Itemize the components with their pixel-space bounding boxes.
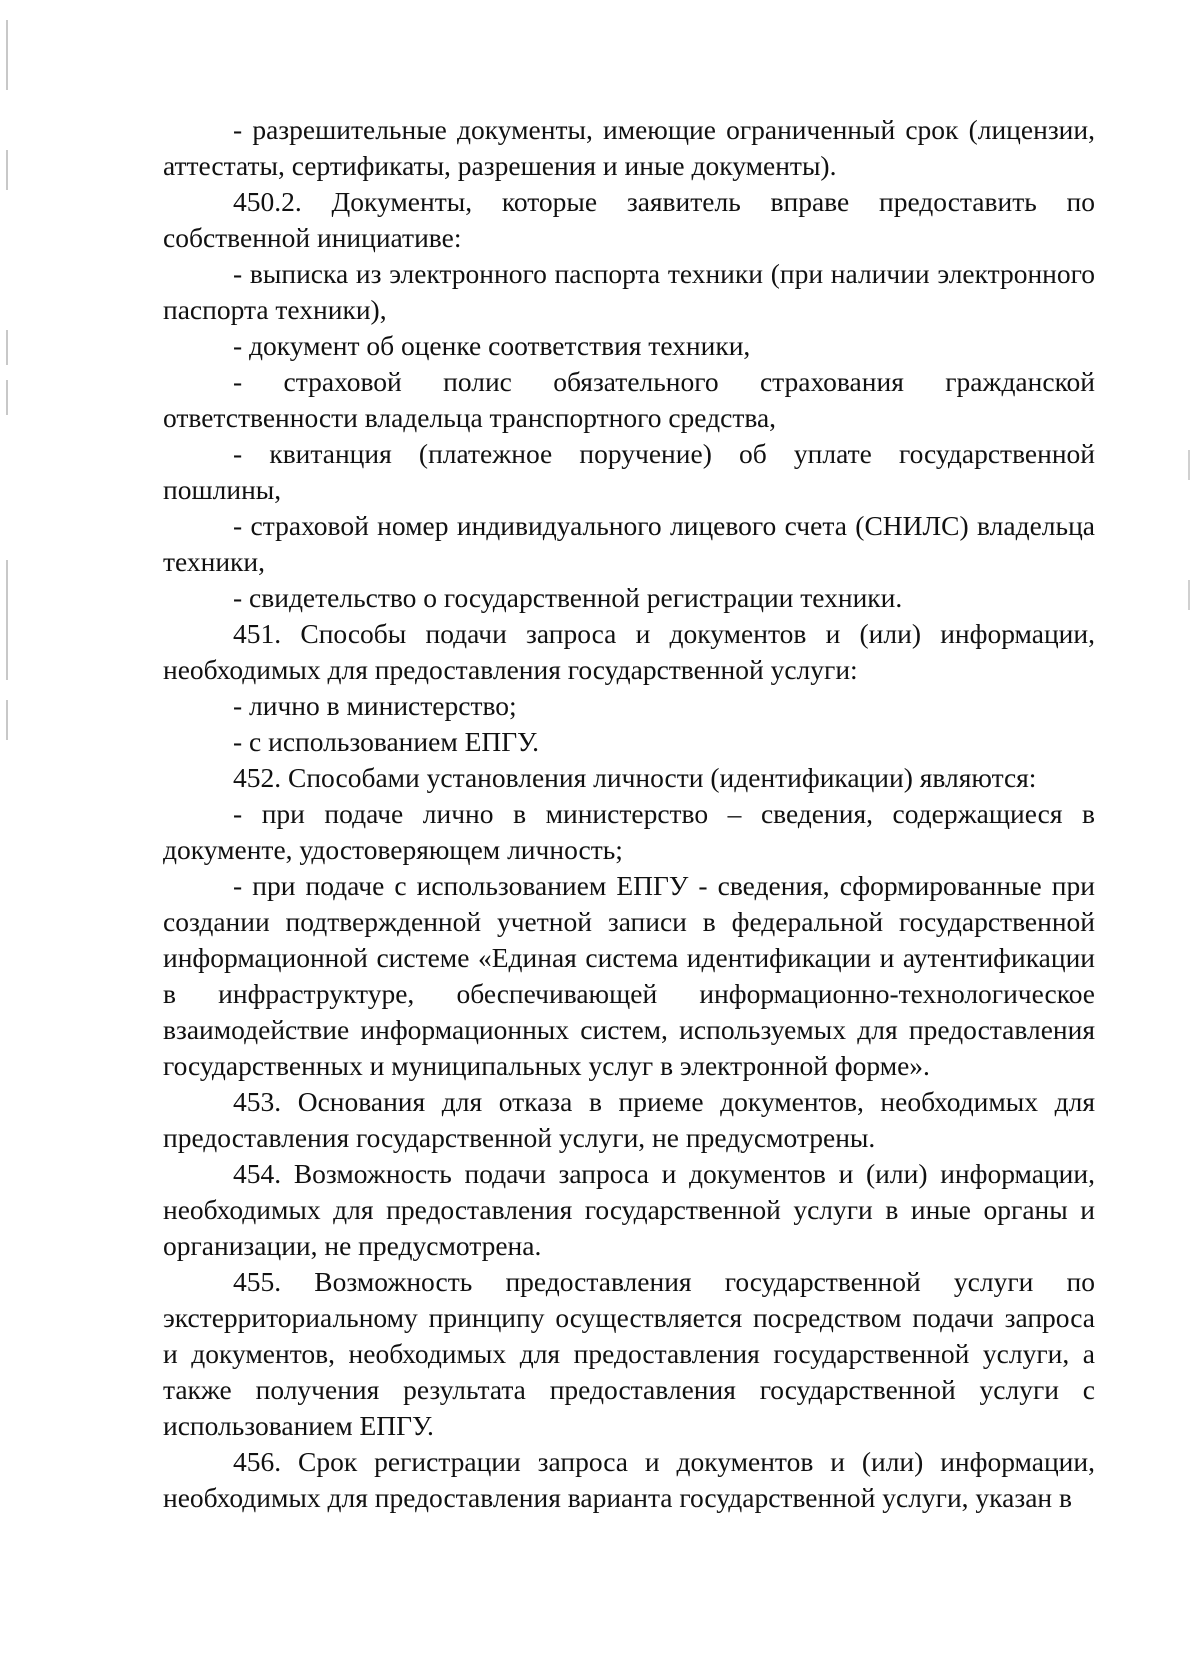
paragraph-454: 454. Возможность подачи запроса и документов и (или) информации, необходимых для предоставления государственной услуги в иные органы и организации, не предусмотрена.	[163, 1158, 1095, 1261]
list-item-identity-in-person: - при подаче лично в министерство – сведения, содержащиеся в документе, удостоверяющем личность;	[163, 798, 1095, 865]
scan-margin-mark	[6, 380, 8, 415]
list-item-epgu: - с использованием ЕПГУ.	[233, 726, 540, 757]
list-item-in-person: - лично в министерство;	[233, 690, 517, 721]
document-body	[163, 112, 1095, 1516]
scan-margin-mark	[6, 20, 8, 90]
scan-margin-mark	[6, 560, 8, 680]
list-item-identity-epgu: - при подаче с использованием ЕПГУ - сведения, сформированные при создании подтвержденной учетной записи в федеральной государственной информационной системе «Единая система идентификации и аутентификации в инфраструктуре, обеспечивающей информационно-технологическое взаимодействие информационных систем, используемых для предоставления государственных и муниципальных услуг в электронной форме».	[163, 870, 1095, 1081]
paragraph-452: 452. Способами установления личности (идентификации) являются:	[233, 762, 1037, 793]
list-item-passport-extract: - выписка из электронного паспорта техники (при наличии электронного паспорта техники),	[163, 258, 1095, 325]
scan-margin-mark	[6, 150, 8, 190]
paragraph-453: 453. Основания для отказа в приеме документов, необходимых для предоставления государственной услуги, не предусмотрены.	[163, 1086, 1095, 1153]
list-item-receipt: - квитанция (платежное поручение) об уплате государственной пошлины,	[163, 438, 1095, 505]
list-item-insurance: - страховой полис обязательного страхования гражданской ответственности владельца транспортного средства,	[163, 366, 1095, 433]
scan-margin-mark	[6, 700, 8, 740]
list-item-conformity: - документ об оценке соответствия техники,	[233, 330, 751, 361]
list-item-registration: - свидетельство о государственной регистрации техники.	[233, 582, 903, 613]
scan-margin-mark	[6, 330, 8, 365]
paragraph-455: 455. Возможность предоставления государственной услуги по экстерриториальному принципу осуществляется посредством подачи запроса и документов, необходимых для предоставления государственной услуги, а также получения результата предоставления государственной услуги с использованием ЕПГУ.	[163, 1266, 1095, 1441]
paragraph-456: 456. Срок регистрации запроса и документов и (или) информации, необходимых для предоставления варианта государственной услуги, указан в	[163, 1446, 1095, 1513]
scan-margin-mark	[1188, 450, 1190, 480]
paragraph-451: 451. Способы подачи запроса и документов и (или) информации, необходимых для предоставления государственной услуги:	[163, 618, 1095, 685]
scan-margin-mark	[1188, 580, 1190, 610]
paragraph-450-2: 450.2. Документы, которые заявитель вправе предоставить по собственной инициативе:	[163, 186, 1095, 253]
paragraph-permits: - разрешительные документы, имеющие ограниченный срок (лицензии, аттестаты, сертификаты, разрешения и иные документы).	[163, 114, 1095, 181]
list-item-snils: - страховой номер индивидуального лицевого счета (СНИЛС) владельца техники,	[163, 510, 1095, 577]
